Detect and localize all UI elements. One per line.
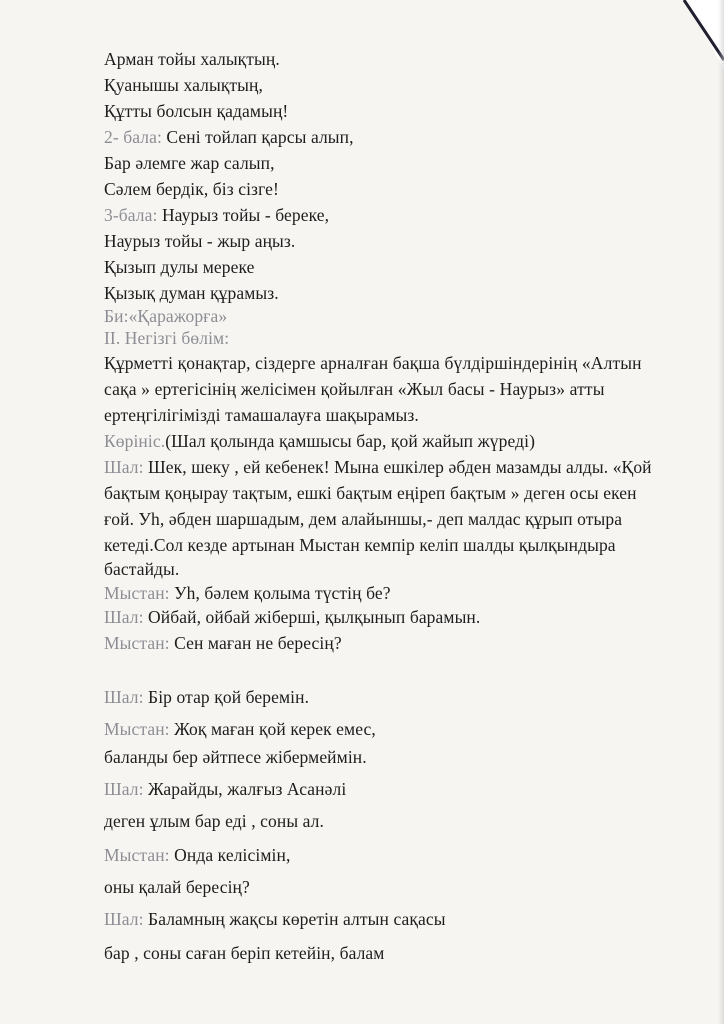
scan-corner-mark [664, 0, 724, 70]
text-line: 2- бала: Сені тойлап қарсы алып, [104, 127, 354, 147]
text-line: Бар әлемге жар салып, [104, 153, 275, 173]
text-line: Сәлем бердік, біз сізге! [104, 179, 279, 199]
text-line: Мыстан: Онда келісімін, [104, 845, 291, 865]
text-line: сақа » ертегісінің желісімен қойылған «Жыл басы - Наурыз» атты [104, 379, 605, 399]
text-line: Шал: Ойбай, ойбай жіберші, қылқынып барамын. [104, 607, 481, 627]
text-line: бар , соны саған беріп кетейін, балам [104, 943, 385, 963]
text-line: кетеді.Сол кезде артынан Мыстан кемпір келіп шалды қылқындыра [104, 535, 616, 555]
text-line: Мыстан: Жоқ маған қой керек емес, [104, 719, 376, 739]
scan-edge-shadow [718, 0, 724, 1024]
text-line: Құтты болсын қадамың! [104, 101, 289, 121]
text-line: бастайды. [104, 559, 180, 579]
text-line: Көрініс.(Шал қолында қамшысы бар, қой жайып жүреді) [104, 431, 536, 451]
text-line: Шал: Жарайды, жалғыз Асанәлі [104, 779, 347, 799]
text-line: оны қалай бересің? [104, 877, 250, 897]
text-line: Шал: Бір отар қой беремін. [104, 687, 310, 707]
text-line: 3-бала: Наурыз тойы - береке, [104, 205, 330, 225]
text-line: Наурыз тойы - жыр аңыз. [104, 231, 296, 251]
text-line: Би:«Қаражорға» [104, 306, 228, 326]
text-line: ертеңгілігімізді тамашалауға шақырамыз. [104, 405, 419, 425]
text-line: Құрметті қонақтар, сіздерге арналған бақша бүлдіршіндерінің «Алтын [104, 353, 642, 373]
text-line: Шал: Баламның жақсы көретін алтын сақасы [104, 909, 446, 929]
text-line: Мыстан: Уһ, бәлем қолыма түстің бе? [104, 583, 391, 603]
section-heading: ІІ. Негізгі бөлім: [104, 328, 230, 348]
text-line: ғой. Уһ, әбден шаршадым, дем алайыншы,- деп малдас құрып отыра [104, 509, 623, 529]
text-line: деген ұлым бар еді , соны ал. [104, 811, 324, 831]
text-line: баланды бер әйтпесе жібермеймін. [104, 747, 367, 767]
text-line: бақтым қоңырау тақтым, ешкі бақтым еңіреп бақтым » деген осы екен [104, 483, 637, 503]
text-line: Шал: Шек, шеку , ей кебенек! Мына ешкілер әбден мазамды алды. «Қой [104, 457, 652, 477]
text-line: Қуанышы халықтың, [104, 75, 263, 95]
text-line: Арман тойы халықтың. [104, 49, 280, 69]
text-line: Қызық думан құрамыз. [104, 283, 279, 303]
text-line: Қызып дулы мереке [104, 257, 255, 277]
text-line: Мыстан: Сен маған не бересің? [104, 633, 342, 653]
